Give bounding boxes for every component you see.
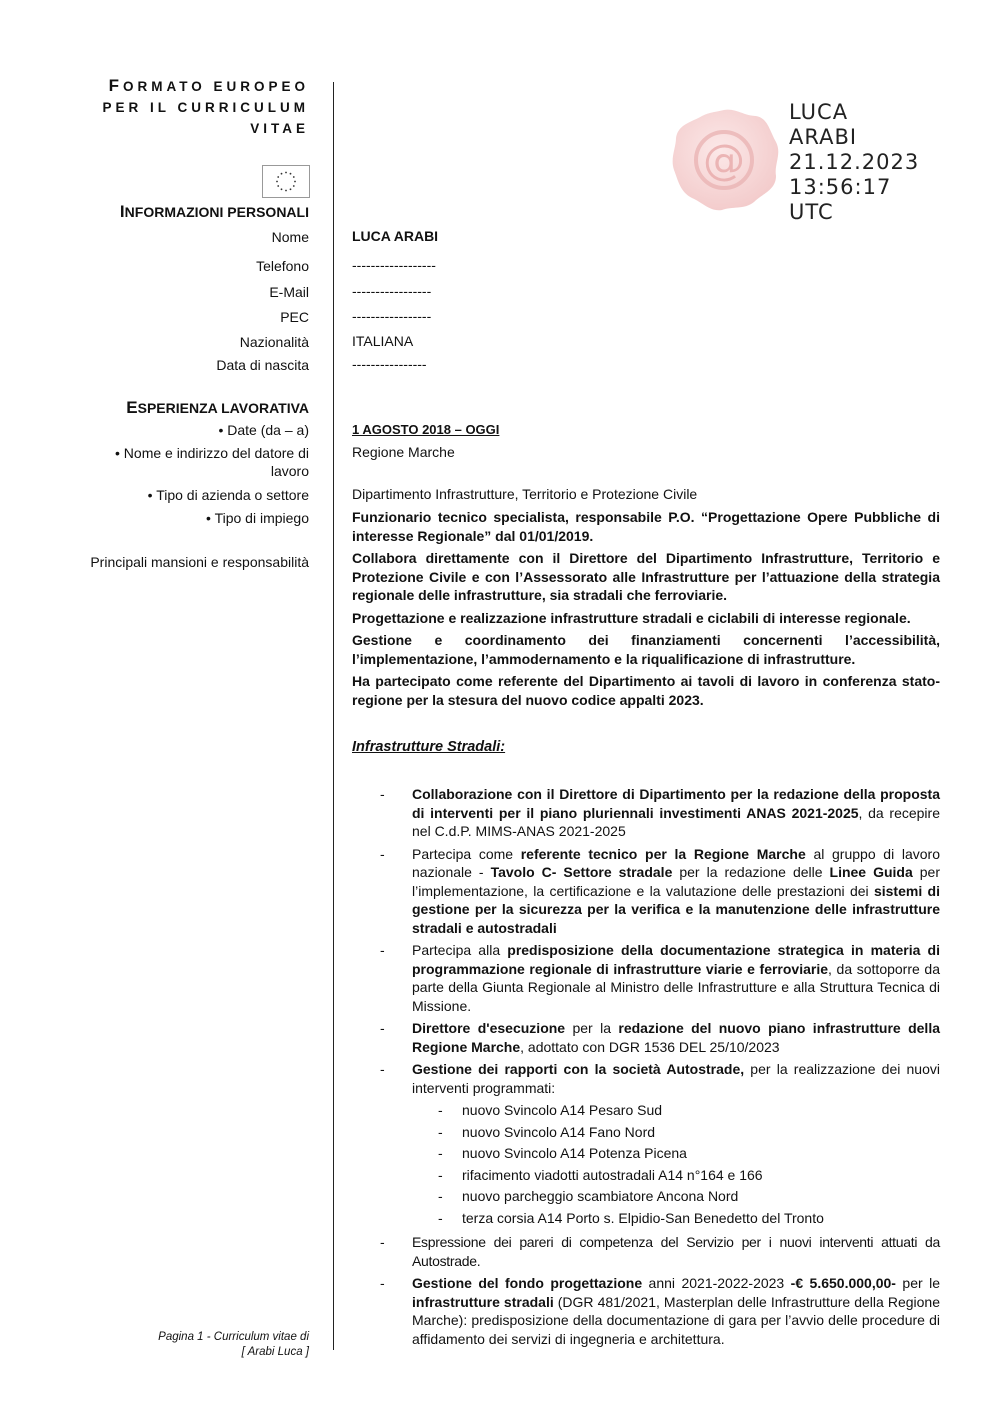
value-phone: ------------------ xyxy=(352,257,436,273)
sub-item-text: terza corsia A14 Porto s. Elpidio-San Benedetto del Tronto xyxy=(462,1209,824,1226)
item-text: per la xyxy=(565,1020,619,1036)
item-text: (DGR 481/2021, Masterplan delle Infrastrutture della Regione Marche): predisposizione della documentazione di gara per l’avvio delle procedure di affidamento dei servizi di ingegneria e architettura. xyxy=(412,1293,940,1347)
eu-star xyxy=(285,190,287,192)
wax-seal-at-icon xyxy=(664,104,784,214)
dash-bullet: - xyxy=(438,1166,443,1183)
sub-list-item xyxy=(412,1186,940,1208)
eu-star xyxy=(290,173,292,175)
sub-item-text: nuovo Svincolo A14 Pesaro Sud xyxy=(462,1102,663,1118)
signature-timezone: UTC xyxy=(789,200,834,224)
experience-details xyxy=(352,508,940,713)
personal-info-heading: INFORMAZIONI PERSONALI xyxy=(119,202,309,221)
footer-page-label: Pagina 1 - Curriculum vitae di xyxy=(158,1331,309,1343)
value-birth-date: ---------------- xyxy=(352,356,427,372)
cv-format-line1: FORMATO EUROPEO xyxy=(108,76,309,95)
sub-item-text: nuovo Svincolo A14 Fano Nord xyxy=(462,1123,656,1140)
value-employer: Regione Marche xyxy=(352,444,455,460)
label-sector: • Tipo di azienda o settore xyxy=(147,487,309,503)
dash-bullet: - xyxy=(380,1275,385,1291)
page-footer xyxy=(158,1330,309,1360)
dash-bullet: - xyxy=(438,1145,443,1161)
item-bold-text: redazione del nuovo piano infrastrutture della Regione Marche xyxy=(412,1020,940,1055)
eu-star xyxy=(281,173,283,175)
svg-text:@: @ xyxy=(703,135,745,184)
item-text: per le xyxy=(895,1275,940,1291)
item-bold-text: referente tecnico per la Regione Marche xyxy=(520,845,806,862)
list-item xyxy=(352,785,940,841)
value-pec: ----------------- xyxy=(352,308,432,324)
dash-bullet: - xyxy=(438,1123,443,1140)
work-experience-heading: ESPERIENZA LAVORATIVA xyxy=(126,398,309,417)
item-text: Espressione dei pareri di competenza del Servizio per i nuovi interventi attuati da Autostrade. xyxy=(412,1234,940,1269)
list-item xyxy=(352,1019,940,1056)
cv-format-line2: PER IL CURRICULUM xyxy=(102,100,309,115)
value-sector: Dipartimento Infrastrutture, Territorio e Protezione Civile xyxy=(352,486,698,502)
item-bold-text: Collaborazione con il Direttore di Dipartimento per la redazione della proposta di interventi per il piano pluriennali investimenti ANAS 2021-2025 xyxy=(412,786,940,821)
label-dates: • Date (da – a) xyxy=(218,422,309,438)
cv-format-line3: VITAE xyxy=(250,121,309,136)
digital-signature-text xyxy=(789,100,919,225)
sub-list-item xyxy=(412,1208,940,1230)
duty-paragraph: Ha partecipato come referente del Dipartimento ai tavoli di lavoro in conferenza stato-regione per la stesura del nuovo codice appalti 2023. xyxy=(352,673,940,708)
duty-paragraph: Progettazione e realizzazione infrastrutture stradali e ciclabili di interesse regionale. xyxy=(352,609,911,626)
list-item xyxy=(352,1274,940,1348)
signature-last-name: ARABI xyxy=(789,125,858,149)
item-text: Partecipa alla xyxy=(412,942,508,958)
item-bold-text: Tavolo C- Settore stradale xyxy=(490,864,673,880)
sub-item-text: nuovo Svincolo A14 Potenza Picena xyxy=(462,1145,687,1161)
item-text: , da sottoporre da parte della Giunta Regionale al Ministro delle Infrastrutture e alla Struttura Tecnica di Missione. xyxy=(412,960,940,1014)
sub-list-item xyxy=(412,1143,940,1165)
eu-star xyxy=(294,181,296,183)
item-bold-text: Direttore d'esecuzione xyxy=(412,1020,566,1036)
sub-list-item xyxy=(412,1122,940,1144)
item-bold-text: predisposizione della documentazione strategica in materia di programmazione regionale di infrastrutture viarie e ferroviarie xyxy=(412,942,940,977)
dash-bullet: - xyxy=(438,1188,443,1204)
sub-item-text: nuovo parcheggio scambiatore Ancona Nord xyxy=(462,1188,739,1204)
list-item xyxy=(352,845,940,938)
list-item xyxy=(352,1233,940,1270)
dash-bullet: - xyxy=(380,1061,385,1077)
eu-star xyxy=(293,176,295,178)
label-phone: Telefono xyxy=(256,258,309,274)
dash-bullet: - xyxy=(380,786,385,802)
dash-bullet: - xyxy=(438,1102,443,1118)
item-bold-text: -€ 5.650.000,00- xyxy=(790,1275,896,1291)
eu-star xyxy=(281,188,283,190)
sub-item-text: rifacimento viadotti autostradali A14 n°164 e 166 xyxy=(462,1166,763,1183)
eu-star xyxy=(276,181,278,183)
sub-list-item xyxy=(412,1100,940,1122)
value-name: LUCA ARABI xyxy=(352,228,439,244)
item-bold-text: Linee Guida xyxy=(829,864,913,880)
duty-paragraph: Collabora direttamente con il Direttore del Dipartimento Infrastrutture, Territorio e Protezione Civile e con l’Assessorato alle Infrastrutture per l’attuazione della strategia regionale delle infrastrutture, sia stradali che ferroviarie. xyxy=(352,550,940,603)
label-employer: • Nome e indirizzo del datore di lavoro xyxy=(115,445,309,479)
eu-flag-icon xyxy=(262,165,310,198)
signature-time: 13:56:17 xyxy=(789,175,892,199)
value-nationality: ITALIANA xyxy=(352,333,414,349)
subsection-title-road-infrastructure: Infrastrutture Stradali: xyxy=(352,739,506,755)
label-nationality: Nazionalità xyxy=(239,334,309,350)
item-text: , adottato con DGR 1536 DEL 25/10/2023 xyxy=(520,1038,780,1055)
value-dates: 1 AGOSTO 2018 – OGGI xyxy=(352,422,500,437)
label-job-type: • Tipo di impiego xyxy=(206,510,309,526)
cv-format-title xyxy=(102,76,309,136)
signature-first-name: LUCA xyxy=(789,100,849,124)
dash-bullet: - xyxy=(380,1020,385,1036)
value-job-type: Funzionario tecnico specialista, responsabile P.O. “Progettazione Opere Pubbliche di interesse Regionale” dal 01/01/2019. xyxy=(352,509,940,544)
eu-star xyxy=(293,185,295,187)
label-birth-date: Data di nascita xyxy=(216,357,309,373)
dash-bullet: - xyxy=(380,942,385,958)
label-email: E-Mail xyxy=(269,284,309,300)
column-divider xyxy=(333,82,334,1350)
item-bold-text: Gestione del fondo progettazione xyxy=(412,1275,643,1291)
autostrade-projects-list xyxy=(412,1100,940,1229)
eu-star xyxy=(290,188,292,190)
item-text: per l’implementazione, la certificazione e la valutazione delle prestazioni dei xyxy=(412,864,940,899)
value-email: ----------------- xyxy=(352,283,432,299)
label-duties: Principali mansioni e responsabilità xyxy=(90,554,309,570)
road-infrastructure-list xyxy=(352,785,940,1352)
eu-star xyxy=(277,176,279,178)
item-text: al gruppo di lavoro nazionale - xyxy=(412,845,940,880)
item-text: , da recepire nel C.d.P. MIMS-ANAS 2021-2025 xyxy=(412,804,940,839)
list-item xyxy=(352,941,940,1015)
item-bold-text: infrastrutture stradali xyxy=(412,1293,554,1310)
footer-cv-owner: [ Arabi Luca ] xyxy=(241,1346,309,1358)
sub-list-item xyxy=(412,1165,940,1187)
eu-star xyxy=(277,185,279,187)
eu-star xyxy=(285,172,287,174)
label-name: Nome xyxy=(271,229,309,245)
item-text: per la redazione delle xyxy=(672,864,830,880)
item-text: per la realizzazione dei nuovi interventi programmati: xyxy=(412,1061,940,1096)
signature-date: 21.12.2023 xyxy=(789,150,920,174)
item-bold-text: sistemi di gestione per la sicurezza per la verifica e la manutenzione delle infrastrutture stradali e autostradali xyxy=(412,882,940,936)
dash-bullet: - xyxy=(380,1234,385,1250)
item-text: Partecipa come xyxy=(412,845,521,862)
item-bold-text: Gestione dei rapporti con la società Autostrade, xyxy=(412,1061,745,1077)
dash-bullet: - xyxy=(380,845,385,862)
list-item xyxy=(352,1060,940,1229)
item-text: anni 2021-2022-2023 xyxy=(642,1275,791,1291)
duty-paragraph: Gestione e coordinamento dei finanziamenti concernenti l’accessibilità, l’implementazione, l’ammodernamento e la riqualificazione di infrastrutture. xyxy=(352,632,940,667)
dash-bullet: - xyxy=(438,1209,443,1226)
label-pec: PEC xyxy=(280,309,309,325)
